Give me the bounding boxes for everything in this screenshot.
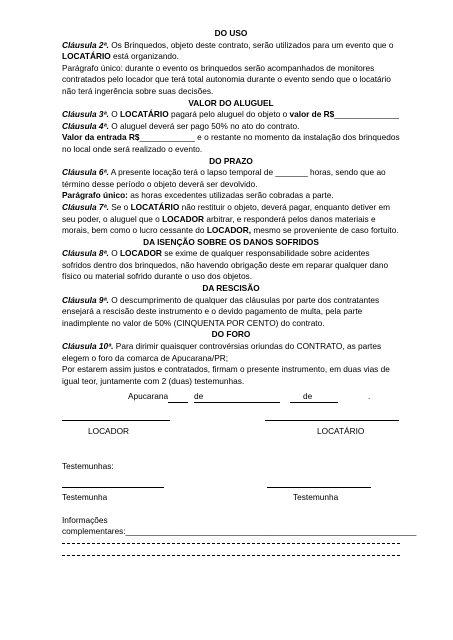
info-label-2: complementares:_______________________________________________________________ bbox=[62, 526, 417, 536]
testemunha-1-label: Testemunha bbox=[62, 492, 108, 502]
date-day-blank bbox=[168, 402, 188, 403]
clausula-2: Cláusula 2ª. Os Brinquedos, objeto deste contrato, serão utilizados para um evento que o LOCATÁRIO está organizando. bbox=[62, 39, 394, 62]
testemunha-2-signature-line bbox=[267, 487, 371, 488]
closing-text: Por estarem assim justos e contratados, firmam o presente instrumento, em duas vias de igual teor, juntamente com 2 (duas) testemunhas. bbox=[62, 364, 390, 386]
valor-entrada: Valor da entrada R$____________ e o restante no momento da instalação dos brinquedos no local onde será realizado o evento. bbox=[62, 132, 400, 154]
heading-prazo: DO PRAZO bbox=[209, 155, 253, 166]
info-blank-line-1 bbox=[62, 543, 400, 544]
testemunha-1-signature-line bbox=[62, 487, 164, 488]
heading-foro: DO FORO bbox=[211, 329, 251, 340]
clausula-7: Cláusula 7ª. Se o LOCATÁRIO não restituir o objeto, deverá pagar, enquanto detiver em seu poder, o aluguel que o LOCADOR arbitrar, e responderá pelos danos materiais e morais, bem como o lucro cessante do LOCADOR, mesmo se proveniente de caso fortuito. bbox=[62, 201, 399, 236]
clausula-6: Cláusula 6ª. A presente locação terá o lapso temporal de _______ horas, sendo que ao término desse período o objeto deverá ser devolvido. bbox=[62, 167, 386, 189]
clausula-3: Cláusula 3ª. O LOCATÁRIO pagará pelo aluguel do objeto o valor de R$______________ bbox=[62, 109, 399, 120]
paragrafo-unico-uso: Parágrafo único: durante o evento os brinquedos serão acompanhados de monitores contratados pelo locador que terá total autonomia durante o evento sendo que o locatário não terá ingerência sobre suas decisões. bbox=[62, 62, 391, 96]
clausula-8: Cláusula 8ª. O LOCADOR se exime de qualquer responsabilidade sobre acidentes sofridos dentro dos brinquedos, não havendo obrigação deste em reparar qualquer dano físico ou material sofrido durante o uso dos objetos. bbox=[62, 248, 389, 282]
paragrafo-unico-prazo: Parágrafo único: as horas excedentes utilizadas serão cobradas a parte. bbox=[62, 190, 334, 201]
date-city: Apucarana bbox=[128, 391, 169, 401]
clausula-4: Cláusula 4ª. O aluguel deverá ser pago 50% no ato do contrato. bbox=[62, 120, 300, 131]
testemunhas-label: Testemunhas: bbox=[62, 461, 114, 471]
testemunha-2-label: Testemunha bbox=[293, 492, 339, 502]
heading-uso: DO USO bbox=[214, 28, 248, 38]
locatario-signature-line bbox=[265, 420, 399, 421]
clausula-10: Cláusula 10ª. Para dirimir quaisquer controvérsias oriundas do CONTRATO, as partes elegem o foro da comarca de Apucarana/PR; bbox=[62, 341, 382, 363]
date-year-blank bbox=[290, 402, 338, 403]
date-de-2: de bbox=[303, 391, 313, 401]
locador-label: LOCADOR bbox=[88, 426, 130, 436]
date-month-blank bbox=[194, 402, 280, 403]
date-dot: . bbox=[368, 391, 371, 401]
info-blank-line-2 bbox=[62, 555, 400, 556]
clausula-9: Cláusula 9ª. O descumprimento de qualquer das cláusulas por parte dos contratantes ensejará a rescisão deste instrumento e o devido pagamento de multa, pela parte inadimplente no valor de 50% (CINQUENTA POR CENTO) do contrato. bbox=[62, 294, 380, 328]
contract-body bbox=[62, 28, 400, 387]
info-label-1: Informações bbox=[62, 515, 108, 525]
heading-aluguel: VALOR DO ALUGUEL bbox=[188, 97, 274, 108]
heading-rescisao: DA RESCISÃO bbox=[202, 283, 260, 294]
date-de-1: de bbox=[194, 391, 204, 401]
locatario-label: LOCATÁRIO bbox=[317, 426, 365, 436]
heading-isencao: DA ISENÇÃO SOBRE OS DANOS SOFRIDOS bbox=[143, 236, 319, 247]
locador-signature-line bbox=[62, 420, 170, 421]
